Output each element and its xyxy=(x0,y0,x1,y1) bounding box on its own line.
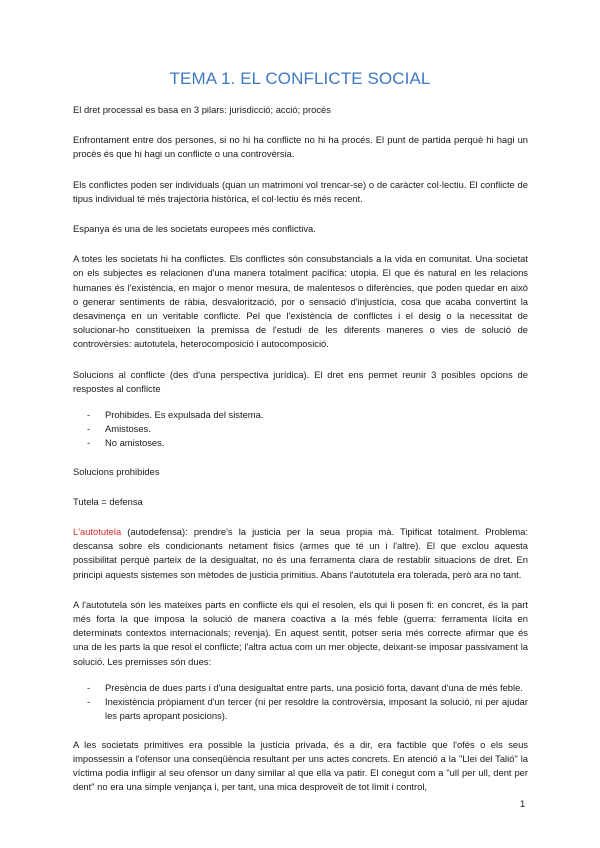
paragraph-prohibited: Solucions prohibides xyxy=(73,465,160,477)
paragraph-spain: Espanya és una de les societats europees més conflictiva. xyxy=(73,223,316,235)
paragraph-autotutela xyxy=(73,525,528,582)
paragraph-pillars: El dret processal es basa en 3 pilars: jurisdicció; acció; procés xyxy=(73,104,331,115)
document-body xyxy=(73,103,528,810)
list-item: - Prohibides. Es expulsada del sistema. xyxy=(73,408,528,422)
paragraph-autotutela-text: (autodefensa): prendre's la justicia per la seua propia mà. Tipificat totalment. Problema: descansa sobre els condicionants netament fisics (armes que té un i l'altre). El que exclou aquesta possibilitat perquè parteix de la desigualtat, no és una ferramenta clara de restablir situacions de dret. En principi aquests sistemes son mètodes de justicia primitius. Abans l'autotutela era tolerada, però ara no tant. xyxy=(73,526,528,580)
premises-list xyxy=(73,681,528,724)
page-title: TEMA 1. EL CONFLICTE SOCIAL xyxy=(169,69,431,88)
paragraph-confrontation: Enfrontament entre dos persones, si no hi ha conflicte no hi ha procés. El punt de partida perquè hi hagi un procés és que hi hagi un conflicte o una controvèrsia. xyxy=(73,134,528,160)
paragraph-conflict-types: Els conflictes poden ser individuals (quan un matrimoni vol trencar-se) o de caràcter col·lectiu. El conflicte de tipus individual té més trajectòria històrica, el col·lectiu és més recent. xyxy=(73,178,528,204)
paragraph-tutela: Tutela = defensa xyxy=(73,495,143,507)
list-item: - No amistoses. xyxy=(73,436,528,450)
paragraph-societies: A totes les societats hi ha conflictes. Els conflictes són consubstancials a la vida en comunitat. Una societat on els subjectes es relacionen d'una manera totalment pacífica: utopia. El que és natural en les relacions humanes és l'existència, en major o menor mesura, de malentesos o diferències, que poden quedar en això o generar sentiments de ràbia, desvalorització, por o sensació d'injustícia, cosa que acaba convertint la desavinença en un veritable conflicte. Pel que l'existència de conflictes i el desig o la necessitat de solucionar-ho constitueixen la premissa de l'estudi de les diferents maneres o vies de solució de controvèrsies: autotutela, heterocomposició i autocomposició. xyxy=(73,253,528,350)
list-item: - Presència de dues parts i d'una desigualtat entre parts, una posició forta, davant d'una de més feble. xyxy=(73,681,528,695)
paragraph-primitive-societies: A les societats primitives era possible la justícia privada, és a dir, era factible que l'ofès o els seus impossessin a l'ofensor una conseqüència resultant per uns actes concrets. En atenció a la "Llei del Talió" la víctima podia infligir al seu ofensor un dany similar al que ella va patir. El conegut com a "ull per ull, dent per dent" no era una simple venjança i, per tant, una mica desproveït de tot límit i control, xyxy=(73,738,528,793)
solutions-list xyxy=(73,408,528,451)
highlight-term: L'autotutela xyxy=(73,526,122,538)
list-item: - Amistoses. xyxy=(73,422,528,436)
paragraph-parties: A l'autotutela són les mateixes parts en conflicte els qui el resolen, els qui li posen fi: en concret, és la part més forta la que imposa la solució de manera coactiva a la més feble (guerra: ferramenta lícita en determinats contextos internacionals; revenja). En aquest sentit, potser seria més correcte afirmar que és una de les parts la que resol el conflicte; l'altra actua com un mer objecte, deixant-se imposar passivament la solució. Les premisses són dues: xyxy=(73,598,528,667)
paragraph-solutions: Solucions al conflicte (des d'una perspectiva jurídica). El dret ens permet reunir 3 posibles opcions de respostes al conflicte xyxy=(73,368,528,394)
page-number: 1 xyxy=(520,798,526,809)
list-item: - Inexistència pròpiament d'un tercer (ni per resoldre la controvèrsia, imposant la solució, ni per ajudar les parts apropant posicions). xyxy=(73,695,528,723)
